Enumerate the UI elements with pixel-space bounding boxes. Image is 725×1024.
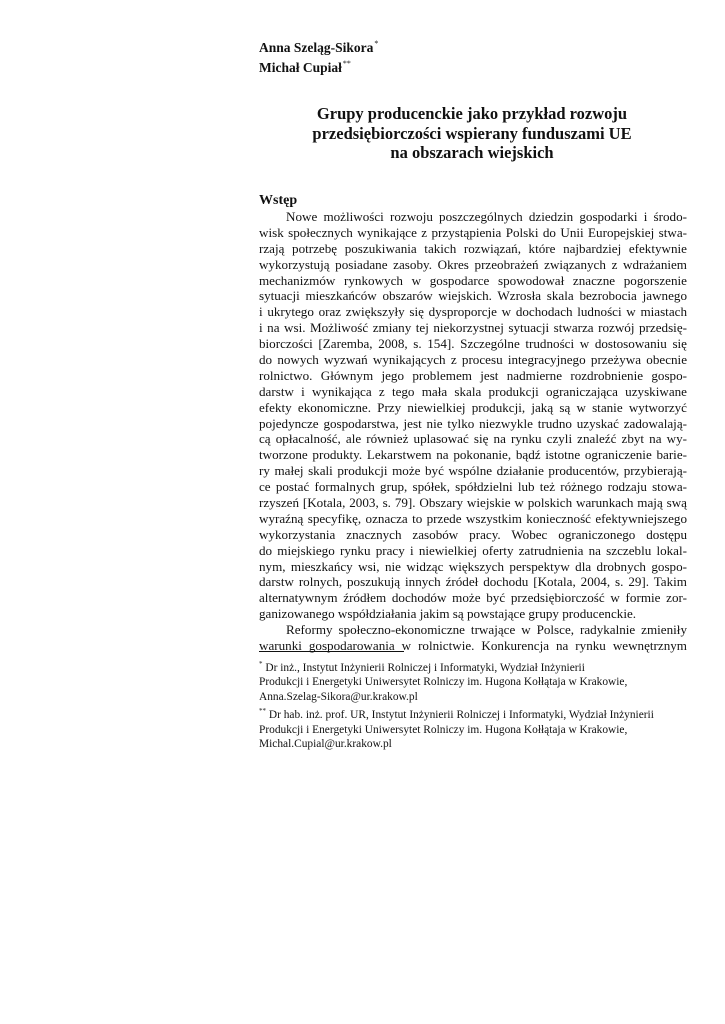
author-name: Anna Szeląg-Sikora [259,40,374,55]
body-line: ry małej skali produkcji może być wspólne działanie producentów, przybierają- [259,463,687,479]
footnote-mark: * [259,660,263,668]
footnote-text: Produkcji i Energetyki Uniwersytet Rolniczy im. Hugona Kołłątaja w Krakowie, [259,723,628,736]
footnote-mark: ** [342,59,351,68]
title-line: przedsiębiorczości wspierany funduszami UE [312,123,632,143]
email-address: Anna.Szelag-Sikora@ur.krakow.pl [259,690,418,703]
footnote-mark: ** [259,707,266,716]
section-heading: Wstęp [259,193,298,208]
body-line: biorczości [Zaremba, 2008, s. 154]. Szczególne trudności w dostosowaniu się [259,336,687,352]
body-line: wyraźną specyfikę, oznacza to przede wszystkim konieczność efektywniejszego [259,510,687,526]
paper-title [262,104,682,163]
author-2 [259,56,378,76]
author-1 [259,36,378,56]
body-line: ce postać formalnych grup, spółek, spółdzielni lub też różnego rodzaju stowa- [259,479,687,495]
body-line: sytuacji mieszkańców obszarów wiejskich. Wzrosła skala bezrobocia jawnego [259,288,687,304]
body-text [259,209,687,654]
footnote-mark: * [374,39,379,48]
body-line: darstw rolnych, poszukują innych źródeł dochodu [Kotala, 2004, s. 29]. Takim [259,574,687,590]
body-line: Nowe możliwości rozwoju poszczególnych dziedzin gospodarki i środo- [286,209,687,224]
body-line: rzyszeń [Kotala, 2003, s. 79]. Obszary wiejskie w polskich warunkach mają swą [259,495,687,511]
footnote-separator [259,651,404,652]
body-line: rzają potrzebę poszukiwania takich rozwiązań, które najbardziej efektywnie [259,240,687,256]
body-line: warunki gospodarowania w rolnictwie. Konkurencja na rynku wewnętrznym [259,638,687,654]
footnote-2 [259,704,689,722]
email-address: Michal.Cupial@ur.krakow.pl [259,738,392,751]
body-line: cą opłacalność, ale również uplasować się na rynku czyli znaleźć zbyt na wy- [259,431,687,447]
footnote-1 [259,657,689,675]
body-line: efekty ekonomiczne. Przy niewielkiej produkcji, jaką są w stanie wytworzyć [259,399,687,415]
body-line: mechanizmów rynkowych w gospodarce spowodował znaczne pogorszenie [259,272,687,288]
footnote-text: Produkcji i Energetyki Uniwersytet Rolniczy im. Hugona Kołłątaja w Krakowie, [259,676,628,689]
body-line: wykorzystania znacznych zasobów pracy. Wobec ograniczonego dostępu [259,526,687,542]
title-line: na obszarach wiejskich [390,143,554,162]
footnotes [259,657,689,751]
author-list [259,36,378,76]
body-line: do nowych wyzwań wynikających z procesu integracyjnego przeżywa obecnie [259,352,687,368]
body-line: i ukrytego oraz zwiększyły się dysproporcje w dochodach ludności w miastach [259,304,687,320]
body-line: Reformy społeczno-ekonomiczne trwające w Polsce, radykalnie zmieniły [286,622,687,638]
footnote-text: Dr inż., Instytut Inżynierii Rolniczej i Informatyki, Wydział Inżynierii [265,662,585,674]
body-line: ganizowanego współdziałania jakim są powstające grupy producenckie. [259,606,637,622]
body-line: nym, mieszkańcy wsi, nie widząc większych perspektyw dla drobnych gospo- [259,558,687,574]
body-line: tworzone produkty. Lekarstwem na pokonanie, bądź istotne ograniczenie barie- [259,447,687,463]
author-name: Michał Cupiał [259,60,342,75]
body-line: alternatywnym źródłem dochodów może być przedsiębiorczość w formie zor- [259,590,687,606]
body-line: darstw i wynikająca z tego mała skala produkcji ograniczająca uzyskiwane [259,383,687,399]
body-line: rolnictwo. Głównym jego problemem jest nadmierne rozdrobnienie gospo- [259,367,687,383]
body-line: wisk społecznych wynikające z przystąpienia Polski do Unii Europejskiej stwa- [259,224,687,240]
body-line: i na wsi. Możliwość zmiany tej niekorzystnej sytuacji stwarza rozwój przedsię- [259,320,687,336]
footnote-text: Dr hab. inż. prof. UR, Instytut Inżynierii Rolniczej i Informatyki, Wydział Inżynierii [268,709,654,722]
body-line: wykorzystują posiadane zasoby. Okres przeobrażeń związanych z wdrażaniem [259,256,687,272]
title-line: Grupy producenckie jako przykład rozwoju [316,104,628,123]
body-line: do miejskiego rynku pracy i niewielkiej oferty zatrudnienia na szczeblu lokal- [259,542,687,558]
body-line: pojedyncze gospodarstwa, jest nie tylko niezwykle trudno uzyskać zadowalają- [259,415,687,431]
